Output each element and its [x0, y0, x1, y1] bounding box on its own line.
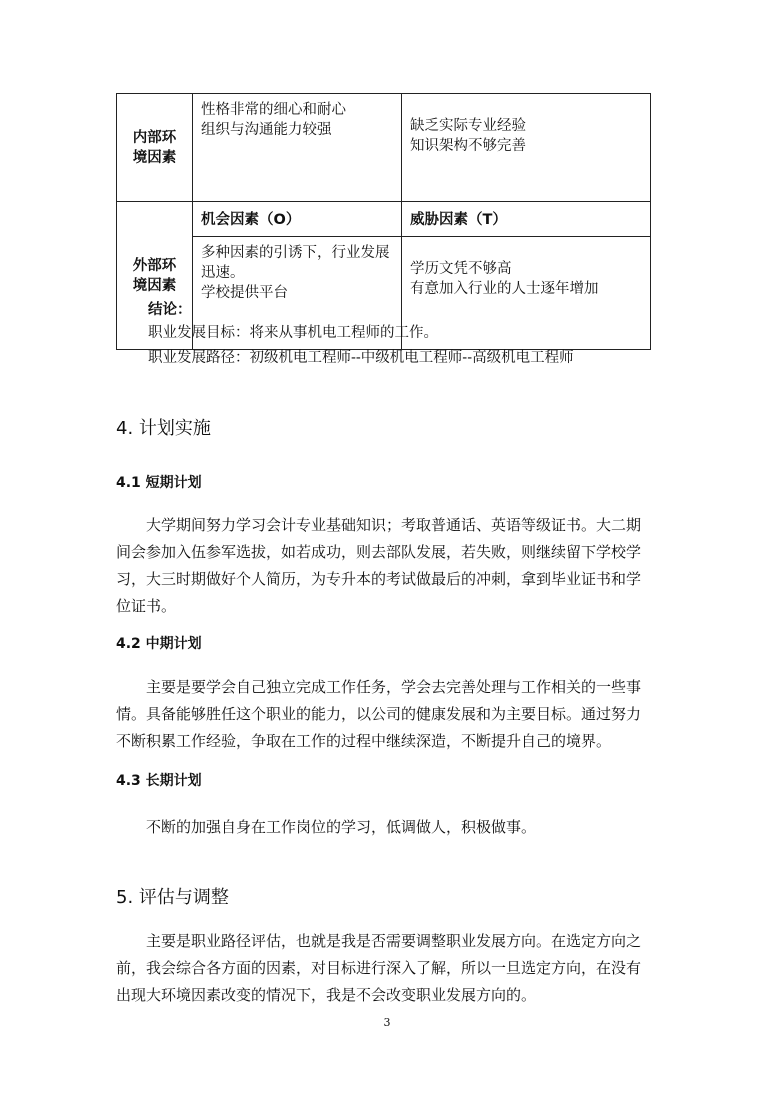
mid-term-paragraph: 主要是要学会自己独立完成工作任务，学会去完善处理与工作相关的一些事 情。具备能够胜任这个职业的能力，以公司的健康发展和为主要目标。通过努力 不断积累工作经验，争取在工作的过程中继续深造，不断提升自己的境界。 — [116, 678, 642, 750]
short-term-paragraph: 大学期间努力学习会计专业基础知识；考取普通话、英语等级证书。大二期 间会参加入伍参军选拔，如若成功，则去部队发展，若失败，则继续留下学校学 习，大三时期做好个人简历，为专升本的考试做最后的冲刺，拿到毕业证书和学 位证书。 — [116, 516, 642, 615]
opportunities-cell: 多种因素的引诱下，行业发展 迅速。 学校提供平台 — [193, 237, 402, 350]
mid-term-title: 4.2 中期计划 — [116, 636, 202, 652]
external-factors-label: 外部环 境因素 — [117, 202, 193, 350]
section5-title: 5. 评估与调整 — [116, 887, 229, 908]
swot-table — [116, 93, 651, 350]
career-goal: 职业发展目标：将来从事机电工程师的工作。 — [148, 325, 438, 341]
conclusion-label: 结论： — [148, 302, 192, 318]
section4-title: 4. 计划实施 — [116, 418, 211, 439]
long-term-paragraph: 不断的加强自身在工作岗位的学习，低调做人，积极做事。 — [116, 818, 537, 836]
threats-header: 威胁因素（T） — [402, 202, 651, 237]
strengths-cell: 性格非常的细心和耐心 组织与沟通能力较强 — [193, 94, 402, 202]
long-term-title: 4.3 长期计划 — [116, 773, 202, 789]
threats-cell: 学历文凭不够高 有意加入行业的人士逐年增加 — [402, 237, 651, 350]
page-number: 3 — [383, 1016, 391, 1029]
career-path: 职业发展路径：初级机电工程师--中级机电工程师--高级机电工程师 — [148, 350, 574, 366]
table-row — [117, 202, 651, 237]
opportunities-header: 机会因素（O） — [193, 202, 402, 237]
evaluation-paragraph: 主要是职业路径评估，也就是我是否需要调整职业发展方向。在选定方向之 前，我会综合各方面的因素，对目标进行深入了解，所以一旦选定方向，在没有 出现大环境因素改变的情况下，我是不会改变职业发展方向的。 — [116, 932, 642, 1004]
weaknesses-cell: 缺乏实际专业经验 知识架构不够完善 — [402, 94, 651, 202]
table-row — [117, 94, 651, 202]
short-term-title: 4.1 短期计划 — [116, 475, 202, 491]
internal-factors-label: 内部环 境因素 — [117, 94, 193, 202]
